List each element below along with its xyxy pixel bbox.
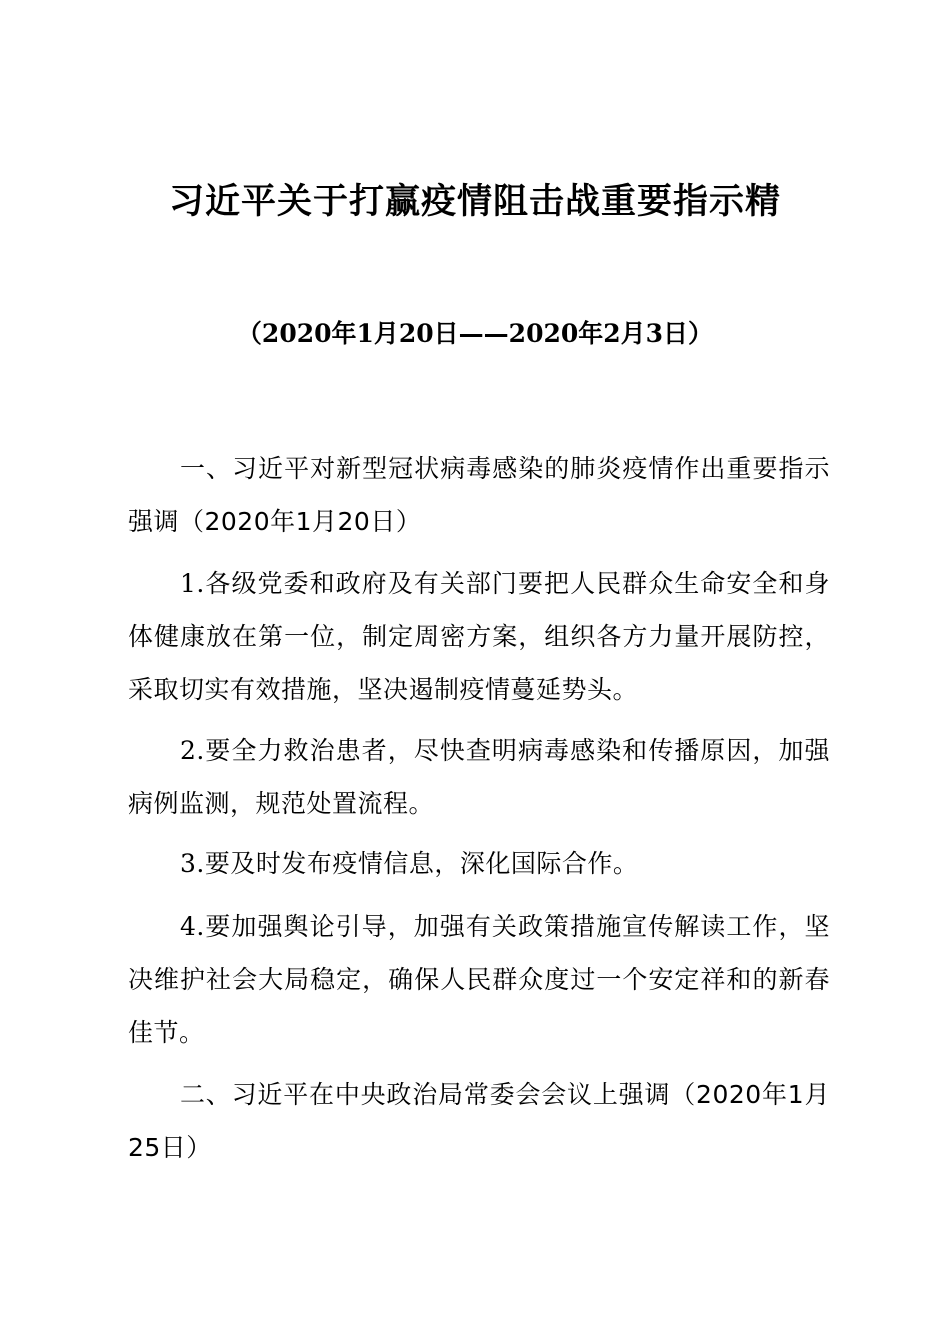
paragraph-1: 1.各级党委和政府及有关部门要把人民群众生命安全和身体健康放在第一位，制定周密方案，组织各方力量开展防控，采取切实有效措施，坚决遏制疫情蔓延势头。 [128, 569, 830, 704]
section-heading-2: 二、习近平在中央政治局常委会会议上强调（2020年1月25日） [128, 1080, 830, 1162]
date-range: （2020年1月20日——2020年2月3日） [236, 319, 714, 348]
document-title: 习近平关于打赢疫情阻击战重要指示精 [168, 182, 781, 222]
paragraph-3: 3.要及时发布疫情信息，深化国际合作。 [180, 849, 639, 878]
section-heading-1: 一、习近平对新型冠状病毒感染的肺炎疫情作出重要指示强调（2020年1月20日） [128, 454, 830, 536]
paragraph-4: 4.要加强舆论引导，加强有关政策措施宣传解读工作，坚决维护社会大局稳定，确保人民群众度过一个安定祥和的新春佳节。 [128, 912, 830, 1047]
paragraph-2: 2.要全力救治患者，尽快查明病毒感染和传播原因，加强病例监测，规范处置流程。 [128, 736, 830, 818]
